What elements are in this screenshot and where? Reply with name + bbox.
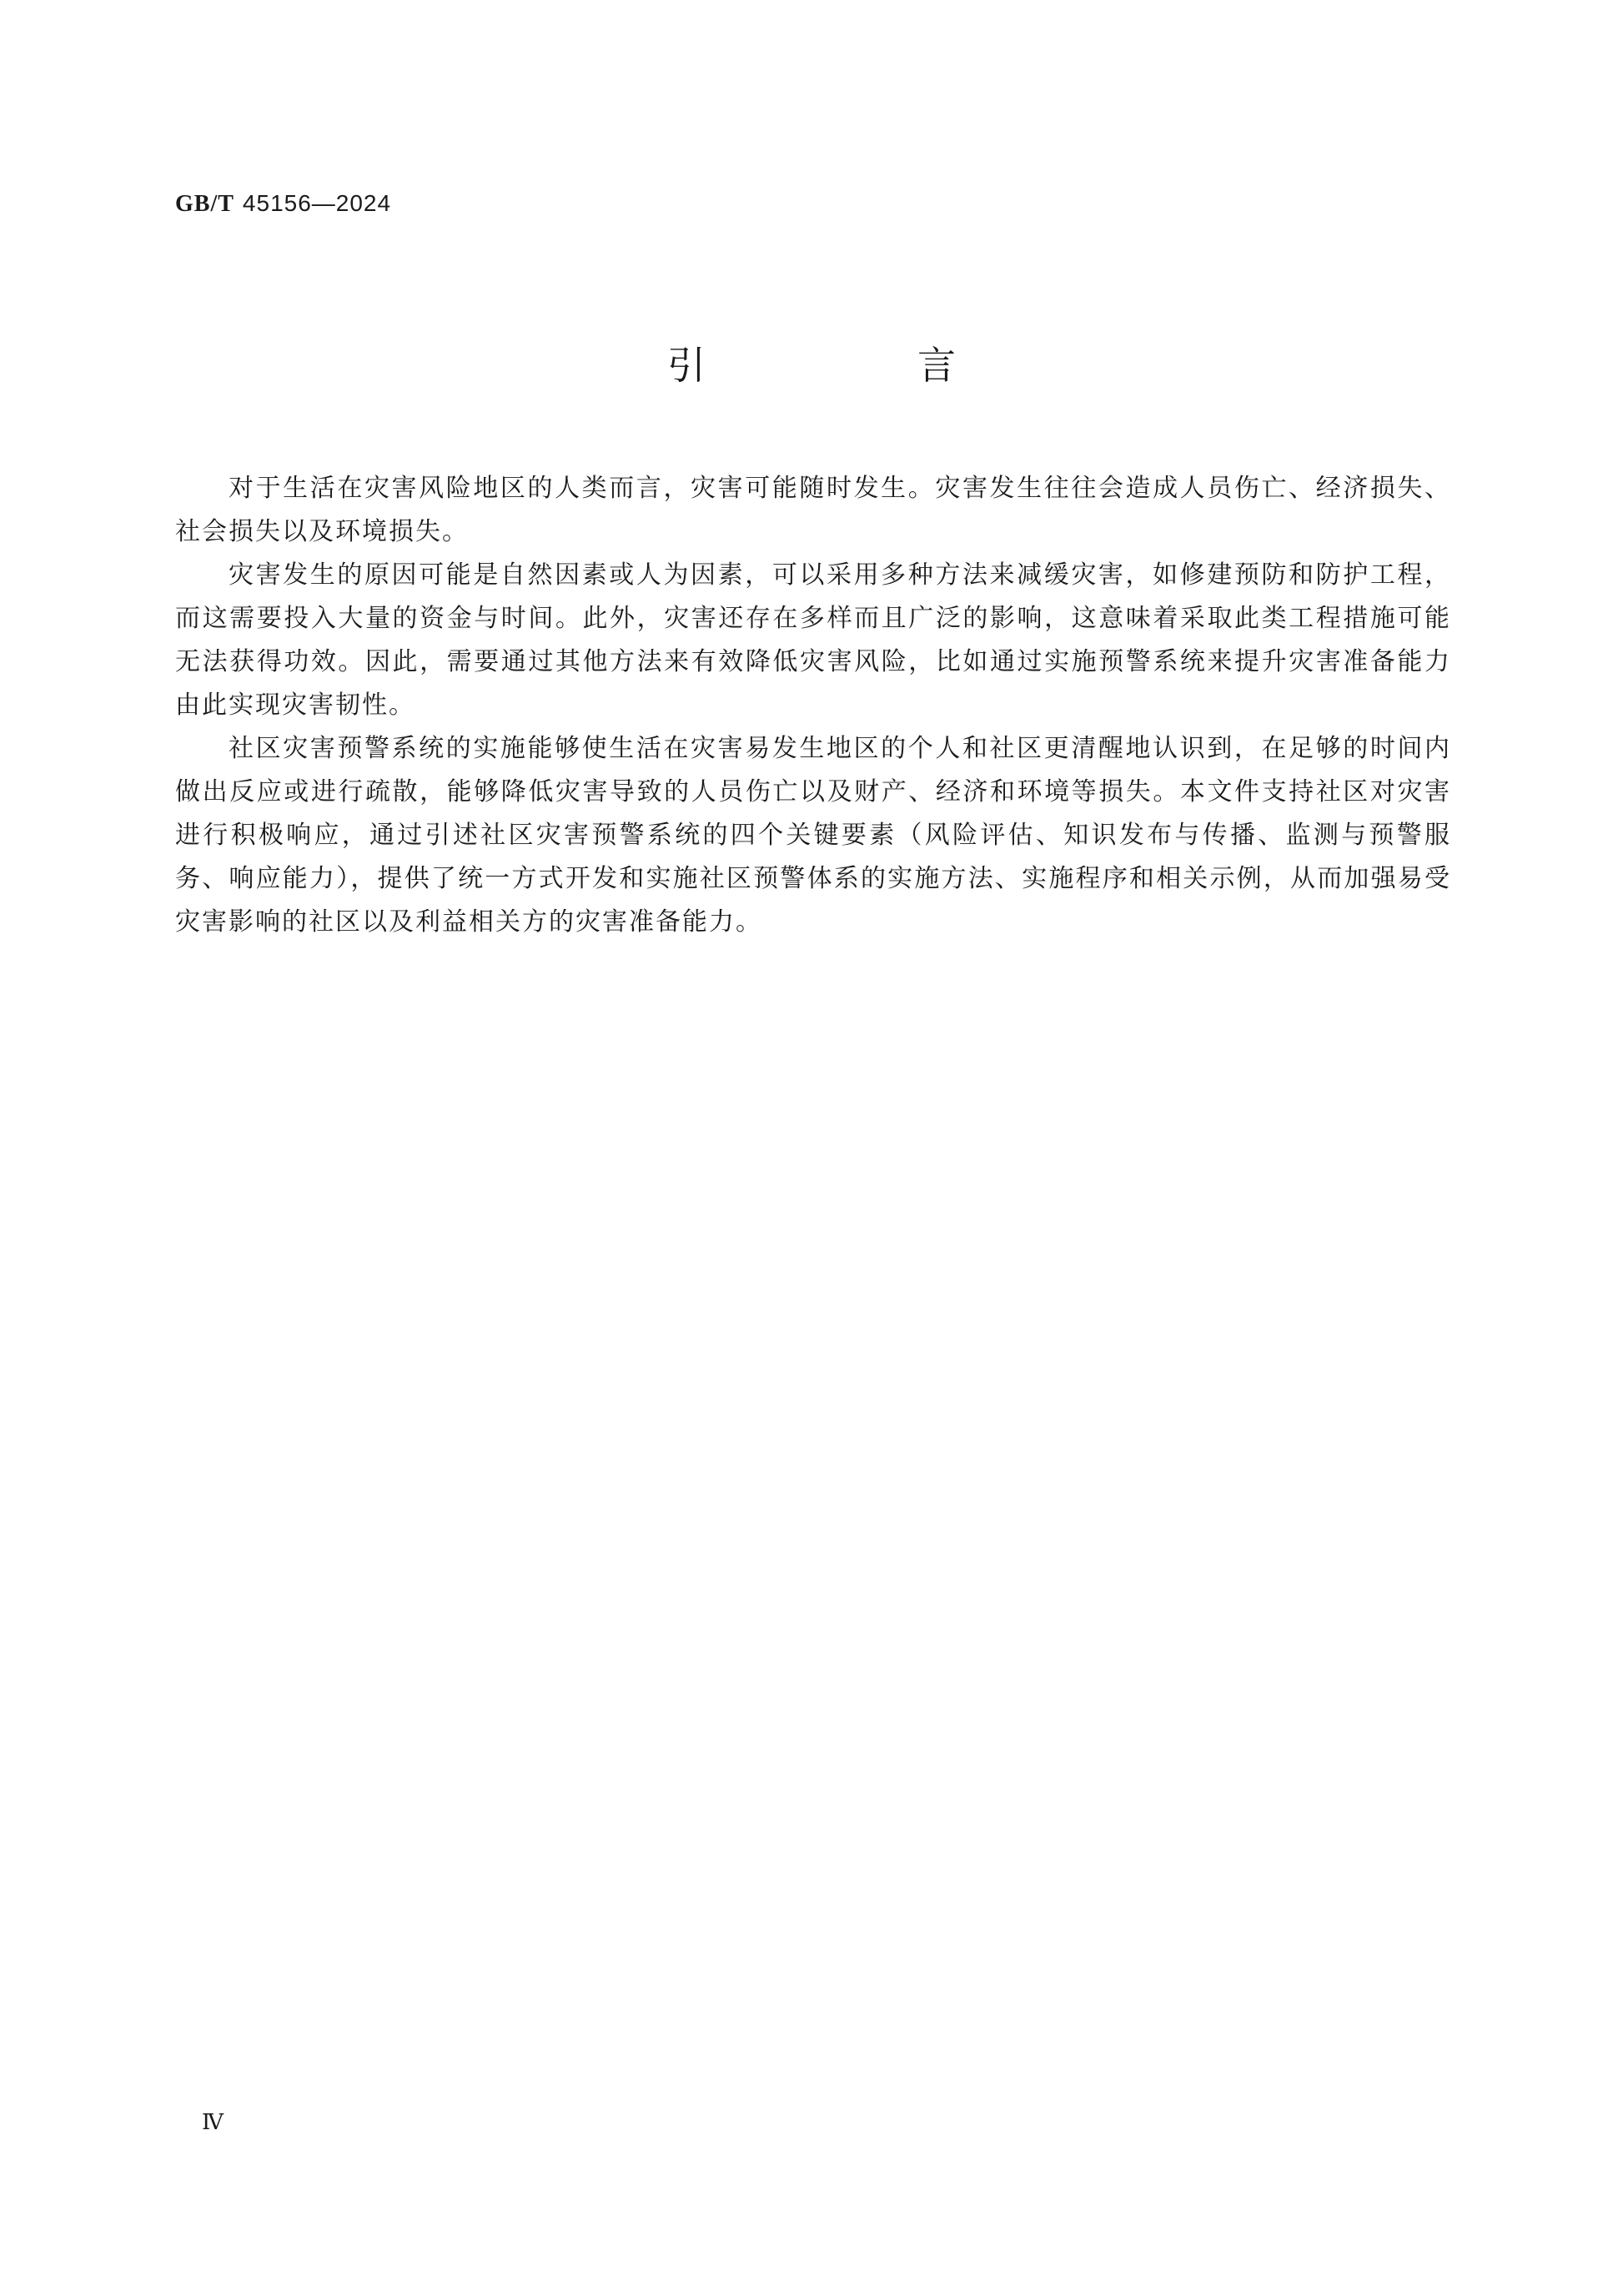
standard-code xyxy=(175,190,391,218)
standard-prefix: GB/T xyxy=(175,191,234,217)
page-title: 引 言 xyxy=(667,343,1043,388)
paragraph-1: 对于生活在灾害风险地区的人类而言，灾害可能随时发生。灾害发生往往会造成人员伤亡、经济损失、社会损失以及环境损失。 xyxy=(175,474,1451,546)
standard-number: 45156—2024 xyxy=(242,190,392,216)
paragraph-2: 灾害发生的原因可能是自然因素或人为因素，可以采用多种方法来减缓灾害，如修建预防和防护工程，而这需要投入大量的资金与时间。此外，灾害还存在多样而且广泛的影响，这意味着采取此类工程措施可能无法获得功效。因此，需要通过其他方法来有效降低灾害风险，比如通过实施预警系统来提升灾害准备能力由此实现灾害韧性。 xyxy=(175,560,1451,720)
body-text xyxy=(175,467,1451,944)
paragraph-3: 社区灾害预警系统的实施能够使生活在灾害易发生地区的个人和社区更清醒地认识到，在足够的时间内做出反应或进行疏散，能够降低灾害导致的人员伤亡以及财产、经济和环境等损失。本文件支持社区对灾害进行积极响应，通过引述社区灾害预警系统的四个关键要素（风险评估、知识发布与传播、监测与预警服务、响应能力），提供了统一方式开发和实施社区预警体系的实施方法、实施程序和相关示例，从而加强易受灾害影响的社区以及利益相关方的灾害准备能力。 xyxy=(175,734,1451,937)
page-number: Ⅳ xyxy=(202,2110,224,2134)
